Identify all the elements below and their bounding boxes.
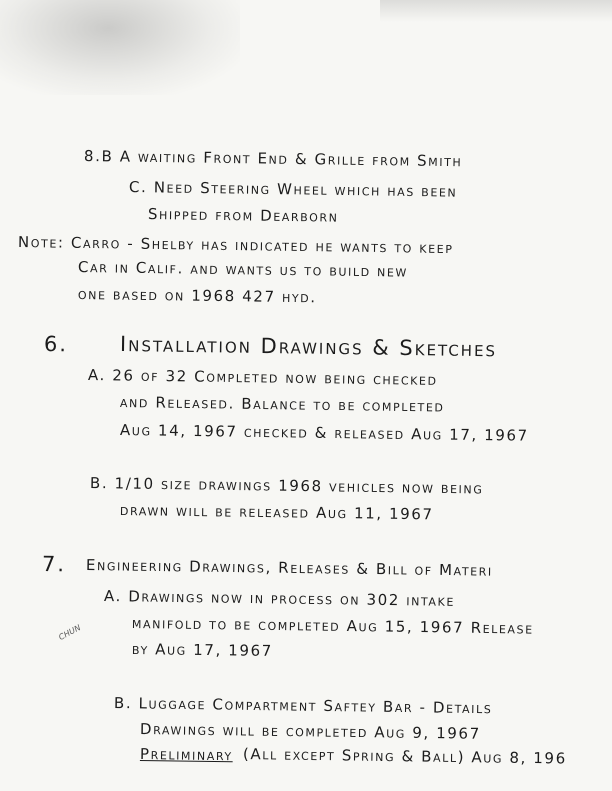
item-7b-preliminary: Preliminary — [139, 745, 233, 765]
item-6b-line-2: drawn will be released Aug 11, 1967 — [119, 501, 434, 524]
item-7a-line-3: by Aug 17, 1967 — [131, 640, 273, 660]
note-line-2: Car in Calif. and wants us to build new — [77, 258, 409, 281]
item-8c-cont: Shipped from Dearborn — [147, 205, 339, 226]
scan-streak — [380, 0, 612, 22]
item-8b: 8.B A waiting Front End & Grille from Smith — [83, 147, 463, 171]
handwritten-initials: CHUN — [57, 623, 83, 642]
section-6-number: 6. — [43, 332, 69, 357]
item-6a-line-2: and Released. Balance to be completed — [119, 393, 445, 416]
item-7b-line-2: Drawings will be completed Aug 9, 1967 — [139, 720, 481, 743]
item-8c: C. Need Steering Wheel which has been — [128, 178, 458, 201]
item-7b-line-1: B. Luggage Compartment Saftey Bar - Details — [113, 694, 493, 718]
item-6b-line-1: B. 1/10 size drawings 1968 vehicles now being — [89, 474, 484, 498]
item-7a-line-2: manifold to be completed Aug 15, 1967 Release — [131, 614, 534, 638]
section-7-number: 7. — [41, 552, 67, 577]
item-6a-line-1: A. 26 of 32 Completed now being checked — [87, 366, 438, 389]
item-7a-line-1: A. Drawings now in process on 302 intake — [103, 587, 456, 610]
note-line-1: Note: Carro - Shelby has indicated he wants to keep — [17, 233, 454, 258]
note-line-3: one based on 1968 427 hyd. — [77, 285, 317, 307]
section-7-heading: Engineering Drawings, Releases & Bill of Materi — [85, 556, 493, 580]
scan-smudge — [0, 0, 240, 95]
section-6-heading: Installation Drawings & Sketches — [119, 332, 498, 362]
item-7b-line-3: (All except Spring & Ball) Aug 8, 196 — [242, 745, 567, 768]
item-6a-line-3: Aug 14, 1967 checked & released Aug 17, 1967 — [119, 421, 529, 445]
